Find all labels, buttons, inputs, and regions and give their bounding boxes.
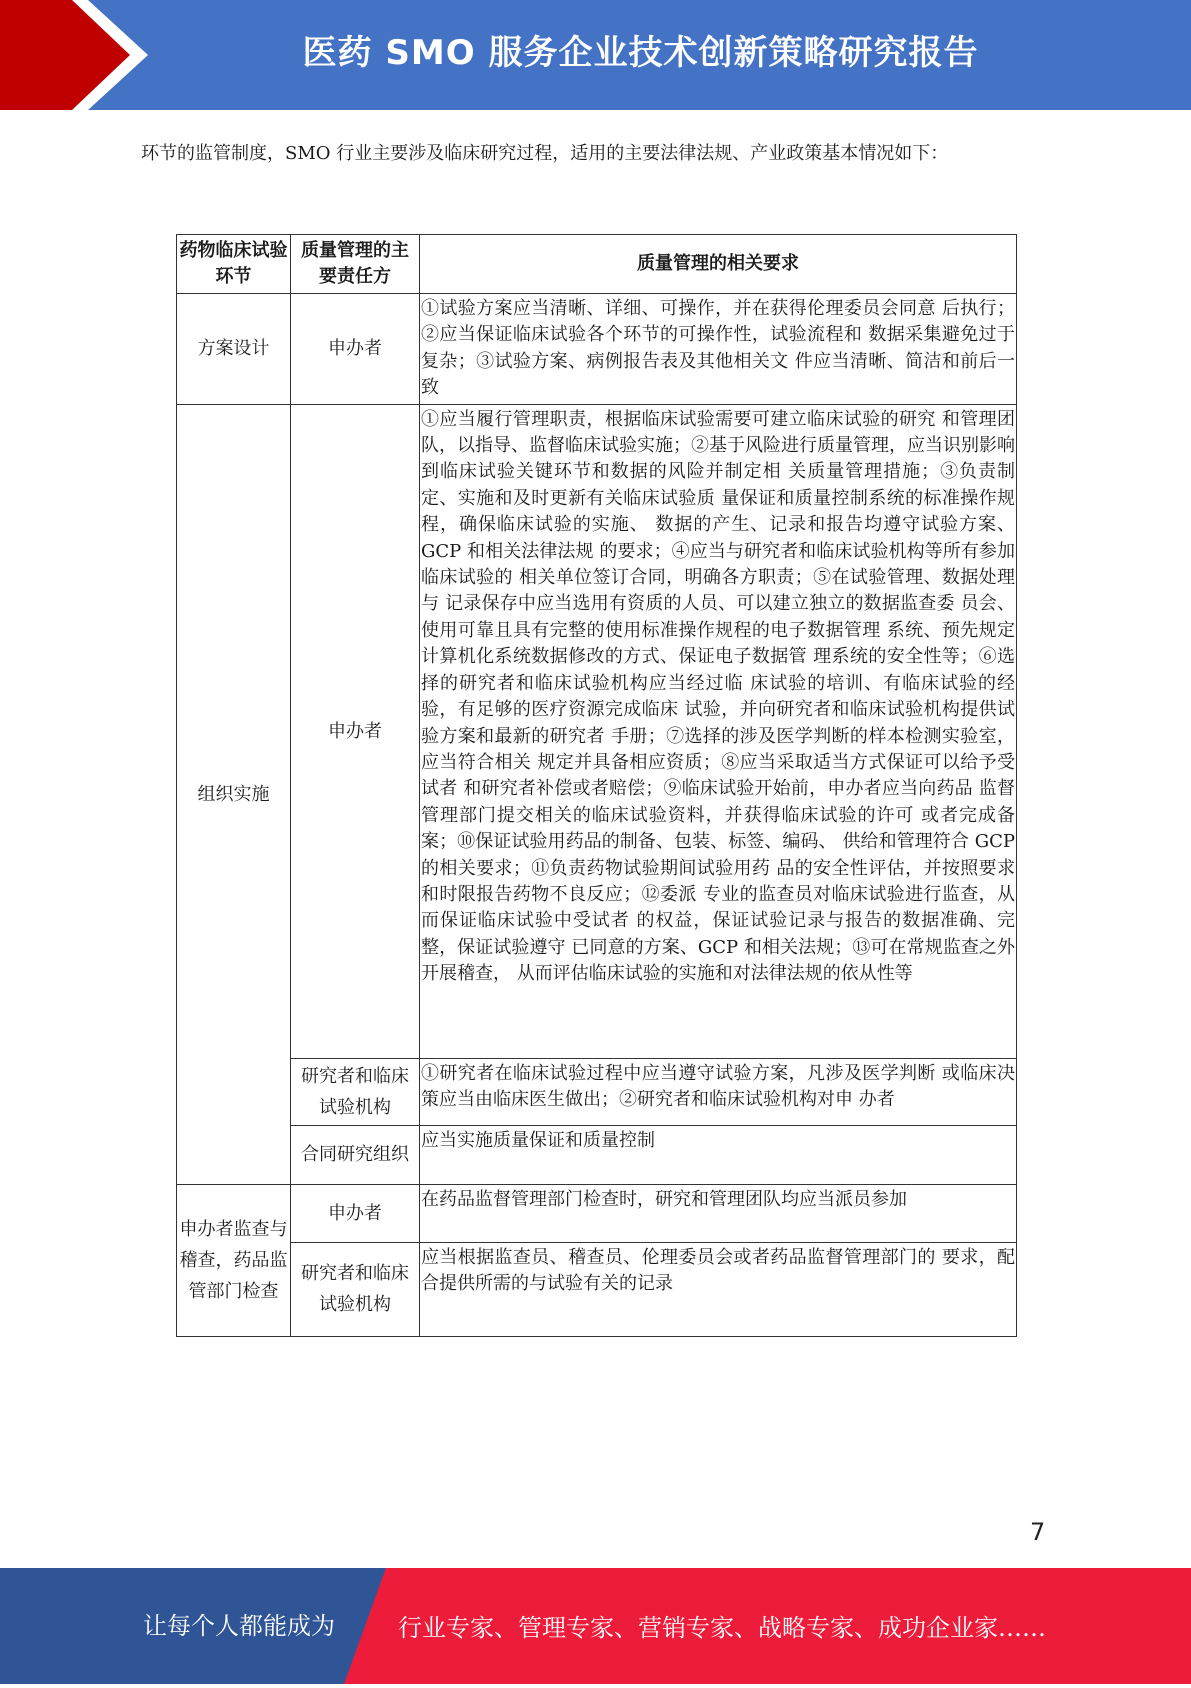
party-cell: 申办者 [291, 404, 420, 1058]
report-title: 医药 SMO 服务企业技术创新策略研究报告 [302, 33, 979, 73]
table-row [177, 1125, 1017, 1184]
party-cell: 申办者 [291, 1184, 420, 1242]
header-arrow-decoration [0, 0, 150, 110]
party-cell: 申办者 [291, 294, 420, 405]
header-stage: 药物临床试验环节 [177, 235, 291, 294]
table-header-row [177, 235, 1017, 294]
intro-paragraph: 环节的监管制度，SMO 行业主要涉及临床研究过程，适用的主要法律法规、产业政策基本情况如下： [141, 143, 949, 164]
table-row [177, 1242, 1017, 1336]
party-cell: 研究者和临床试验机构 [291, 1058, 420, 1125]
stage-cell: 方案设计 [177, 294, 291, 405]
stage-cell: 组织实施 [177, 404, 291, 1184]
table-row [177, 294, 1017, 405]
page-number: 7 [1030, 1518, 1046, 1546]
party-cell: 研究者和临床试验机构 [291, 1242, 420, 1336]
party-cell: 合同研究组织 [291, 1125, 420, 1184]
requirement-cell: ①应当履行管理职责，根据临床试验需要可建立临床试验的研究 和管理团队，以指导、监督临床试验实施；②基于风险进行质量管理，应当识别影响到临床试验关键环节和数据的风险并制定相 关质量管理措施；③负责制定、实施和及时更新有关临床试验质 量保证和质量控制系统的标准操作规程，确保临床试验的实施、 数据的产生、记录和报告均遵守试验方案、GCP 和相关法律法规 的要求；④应当与研究者和临床试验机构等所有参加临床试验的 相关单位签订合同，明确各方职责；⑤在试验管理、数据处理与 记录保存中应当选用有资质的人员、可以建立独立的数据监查委 员会、使用可靠且具有完整的使用标准操作规程的电子数据管理 系统、预先规定计算机化系统数据修改的方式、保证电子数据管 理系统的安全性等；⑥选择的研究者和临床试验机构应当经过临 床试验的培训、有临床试验的经验，有足够的医疗资源完成临床 试验，并向研究者和临床试验机构提供试验方案和最新的研究者 手册；⑦选择的涉及医学判断的样本检测实验室，应当符合相关 规定并具备相应资质；⑧应当采取适当方式保证可以给予受试者 和研究者补偿或者赔偿；⑨临床试验开始前，申办者应当向药品 监督管理部门提交相关的临床试验资料，并获得临床试验的许可 或者完成备案；⑩保证试验用药品的制备、包装、标签、编码、 供给和管理符合 GCP 的相关要求；⑪负责药物试验期间试验用药 品的安全性评估，并按照要求和时限报告药物不良反应；⑫委派 专业的监查员对临床试验进行监查，从而保证临床试验中受试者 的权益，保证试验记录与报告的数据准确、完整，保证试验遵守 已同意的方案、GCP 和相关法规；⑬可在常规监查之外开展稽查， 从而评估临床试验的实施和对法律法规的依从性等 [420, 404, 1017, 1058]
header-requirements: 质量管理的相关要求 [420, 235, 1017, 294]
footer-slogan-left: 让每个人都能成为 [143, 1612, 335, 1640]
quality-requirements-table [176, 234, 1017, 1337]
footer-slogan-right: 行业专家、管理专家、营销专家、战略专家、成功企业家…… [398, 1614, 1046, 1642]
table-row [177, 1058, 1017, 1125]
requirement-cell: 应当实施质量保证和质量控制 [420, 1125, 1017, 1184]
requirement-cell: ①试验方案应当清晰、详细、可操作，并在获得伦理委员会同意 后执行；②应当保证临床试验各个环节的可操作性，试验流程和 数据采集避免过于复杂；③试验方案、病例报告表及其他相关文 件应当清晰、简洁和前后一致 [420, 294, 1017, 405]
requirement-cell: ①研究者在临床试验过程中应当遵守试验方案，凡涉及医学判断 或临床决策应当由临床医生做出；②研究者和临床试验机构对申 办者 [420, 1058, 1017, 1125]
table-row [177, 404, 1017, 1058]
header-party: 质量管理的主要责任方 [291, 235, 420, 294]
stage-cell: 申办者监查与稽查，药品监管部门检查 [177, 1184, 291, 1336]
page-header [0, 0, 1191, 110]
requirement-cell: 应当根据监查员、稽查员、伦理委员会或者药品监督管理部门的 要求，配合提供所需的与试验有关的记录 [420, 1242, 1017, 1336]
requirement-cell: 在药品监督管理部门检查时，研究和管理团队均应当派员参加 [420, 1184, 1017, 1242]
table-row [177, 1184, 1017, 1242]
page-footer [0, 1568, 1191, 1684]
